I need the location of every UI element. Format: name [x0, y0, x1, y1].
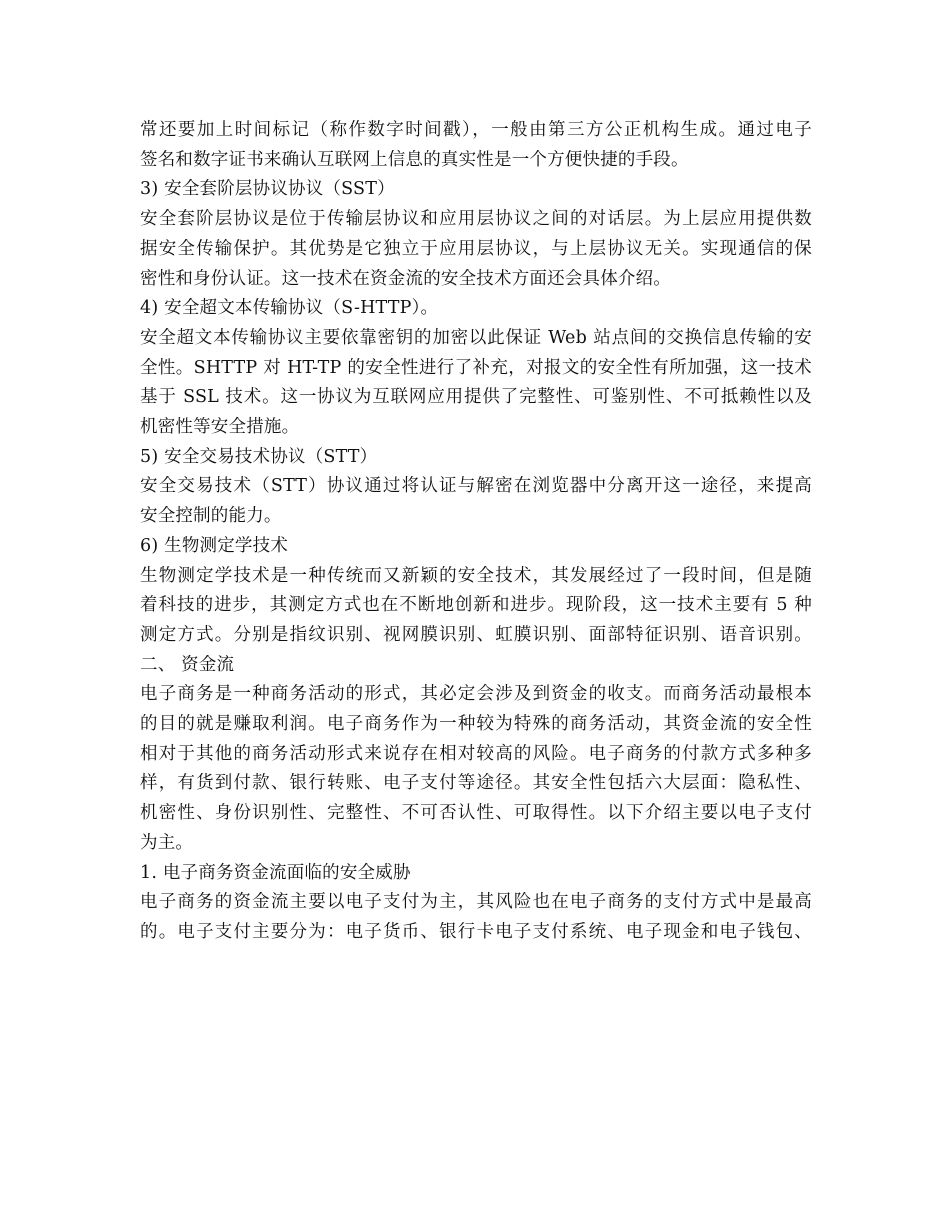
text-line: 机密性等安全措施。: [140, 417, 300, 438]
section-heading: 3) 安全套阶层协议协议（SST）: [140, 179, 395, 200]
section-heading: 6) 生物测定学技术: [140, 535, 289, 556]
text-line: 安全控制的能力。: [140, 506, 282, 527]
document-body: [140, 116, 812, 948]
section-heading: 二、 资金流: [140, 654, 235, 675]
text-line: 着科技的进步，其测定方式也在不断地创新和进步。现阶段，这一技术主要有 5 种: [140, 595, 812, 616]
text-line: 安全套阶层协议是位于传输层协议和应用层协议之间的对话层。为上层应用提供数: [140, 209, 812, 230]
text-line: 相对于其他的商务活动形式来说存在相对较高的风险。电子商务的付款方式多种多: [140, 743, 812, 764]
text-line: 的目的就是赚取利润。电子商务作为一种较为特殊的商务活动，其资金流的安全性: [140, 714, 812, 735]
text-line: 常还要加上时间标记（称作数字时间戳），一般由第三方公正机构生成。通过电子: [140, 120, 812, 140]
section-heading: 5) 安全交易技术协议（STT）: [140, 446, 378, 467]
section-heading: 1. 电子商务资金流面临的安全威胁: [140, 862, 411, 883]
text-line: 安全超文本传输协议主要依靠密钥的加密以此保证 Web 站点间的交换信息传输的安: [140, 327, 812, 348]
text-line: 生物测定学技术是一种传统而又新颖的安全技术，其发展经过了一段时间，但是随: [140, 565, 812, 586]
text-line: 密性和身份认证。这一技术在资金流的安全技术方面还会具体介绍。: [140, 268, 671, 289]
text-line: 的。电子支付主要分为：电子货币、银行卡电子支付系统、电子现金和电子钱包、: [140, 921, 812, 942]
text-line: 安全交易技术（STT）协议通过将认证与解密在浏览器中分离开这一途径，来提高: [140, 476, 812, 497]
text-line: 样，有货到付款、银行转账、电子支付等途径。其安全性包括六大层面：隐私性、: [140, 773, 812, 794]
text-line: 电子商务是一种商务活动的形式，其必定会涉及到资金的收支。而商务活动最根本: [140, 684, 812, 705]
text-line: 为主。: [140, 832, 194, 853]
text-line: 签名和数字证书来确认互联网上信息的真实性是一个方便快捷的手段。: [140, 149, 689, 170]
text-line: 据安全传输保护。其优势是它独立于应用层协议，与上层协议无关。实现通信的保: [140, 238, 812, 259]
text-line: 基于 SSL 技术。这一协议为互联网应用提供了完整性、可鉴别性、不可抵赖性以及: [140, 387, 812, 408]
section-heading: 4) 安全超文本传输协议（S-HTTP）。: [140, 298, 439, 319]
text-line: 电子商务的资金流主要以电子支付为主，其风险也在电子商务的支付方式中是最高: [140, 892, 812, 913]
text-line: 机密性、身份识别性、完整性、不可否认性、可取得性。以下介绍主要以电子支付: [140, 803, 812, 824]
text-line: 测定方式。分别是指纹识别、视网膜识别、虹膜识别、面部特征识别、语音识别。: [140, 624, 812, 645]
text-line: 全性。SHTTP 对 HT-TP 的安全性进行了补充，对报文的安全性有所加强，这一技术: [140, 357, 812, 378]
